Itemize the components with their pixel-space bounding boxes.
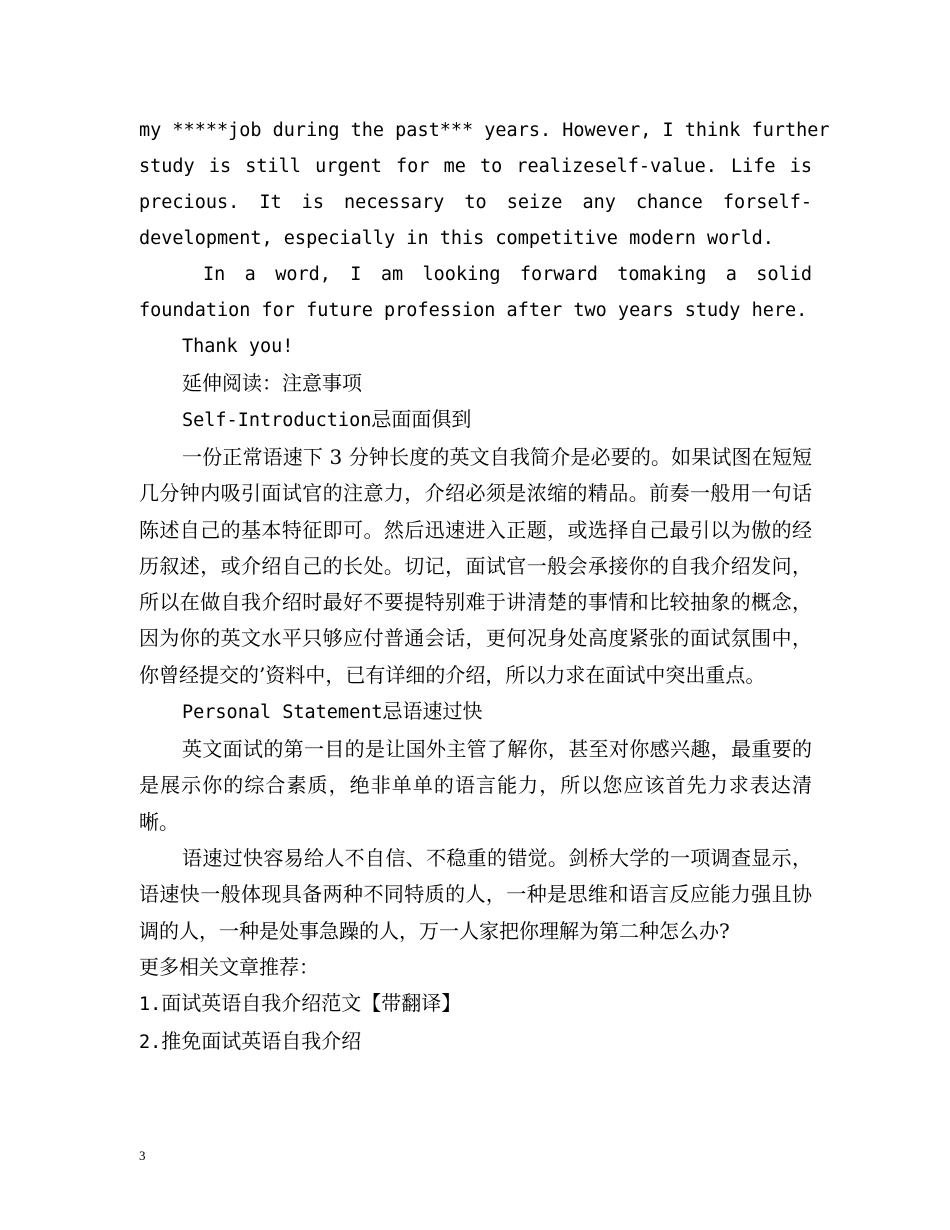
paragraph-further-study: [139, 113, 830, 257]
more-articles-label: 更多相关文章推荐：: [139, 954, 319, 979]
section-heading-zh: 忌语速过快: [382, 699, 483, 724]
document-body: [139, 113, 830, 1061]
section-heading-en: Personal Statement: [182, 702, 383, 724]
related-article-link[interactable]: [139, 985, 812, 1023]
article-title: 推免面试英语自我介绍: [161, 1028, 362, 1053]
article-number: 1.: [139, 993, 162, 1015]
thank-you-line: [139, 329, 812, 365]
text-line: development, especially in this competitive modern world.: [139, 228, 774, 249]
extended-reading-heading: 延伸阅读：注意事项: [182, 371, 362, 395]
article-title: 面试英语自我介绍范文【带翻译】: [161, 990, 462, 1015]
section-heading-self-introduction: [139, 401, 812, 439]
text-line: Thank you!: [182, 336, 294, 357]
paragraph-self-introduction: 一份正常语速下 3 分钟长度的英文自我简介是必要的。如果试图在短短几分钟内吸引面试官的注意力，介绍必须是浓缩的精品。前奏一般用一句话陈述自己的基本特征即可。然后迅速进入正题，或选择自己最引以为傲的经历叙述，或介绍自己的长处。切记，面试官一般会承接你的自我介绍发问，所以在做自我介绍时最好不要提特别难于讲清楚的事情和比较抽象的概念，因为你的英文水平只够应付普通会话，更何况身处高度紧张的面试氛围中，你曾经提交的’资料中，已有详细的介绍，所以力求在面试中突出重点。: [139, 445, 812, 687]
page-number: 3: [139, 1148, 146, 1163]
text-line: precious. It is necessary to seize any chance forself-: [139, 192, 812, 213]
text-line: my *****job during the past*** years. However, I think further: [139, 120, 830, 141]
section-heading-en: Self-Introduction: [182, 410, 372, 431]
paragraph-speaking-speed: 语速过快容易给人不自信、不稳重的错觉。剑桥大学的一项调查显示，语速快一般体现具备两种不同特质的人，一种是思维和语言反应能力强且协调的人，一种是处事急躁的人，万一人家把你理解为第二种怎么办?: [139, 845, 812, 943]
paragraph-in-a-word: [139, 257, 812, 329]
paragraph-interview-purpose: 英文面试的第一目的是让国外主管了解你，甚至对你感兴趣，最重要的是展示你的综合素质，绝非单单的语言能力，所以您应该首先力求表达清晰。: [139, 737, 812, 834]
section-heading-personal-statement: [139, 693, 812, 731]
related-article-link[interactable]: [139, 1023, 812, 1061]
text-line: study is still urgent for me to realizeself-value. Life is: [139, 156, 812, 177]
article-number: 2.: [139, 1031, 162, 1053]
section-heading-zh: 忌面面俱到: [371, 407, 472, 431]
text-line: In a word, I am looking forward tomaking a solid: [203, 264, 812, 285]
text-line: foundation for future profession after two years study here.: [139, 300, 808, 321]
